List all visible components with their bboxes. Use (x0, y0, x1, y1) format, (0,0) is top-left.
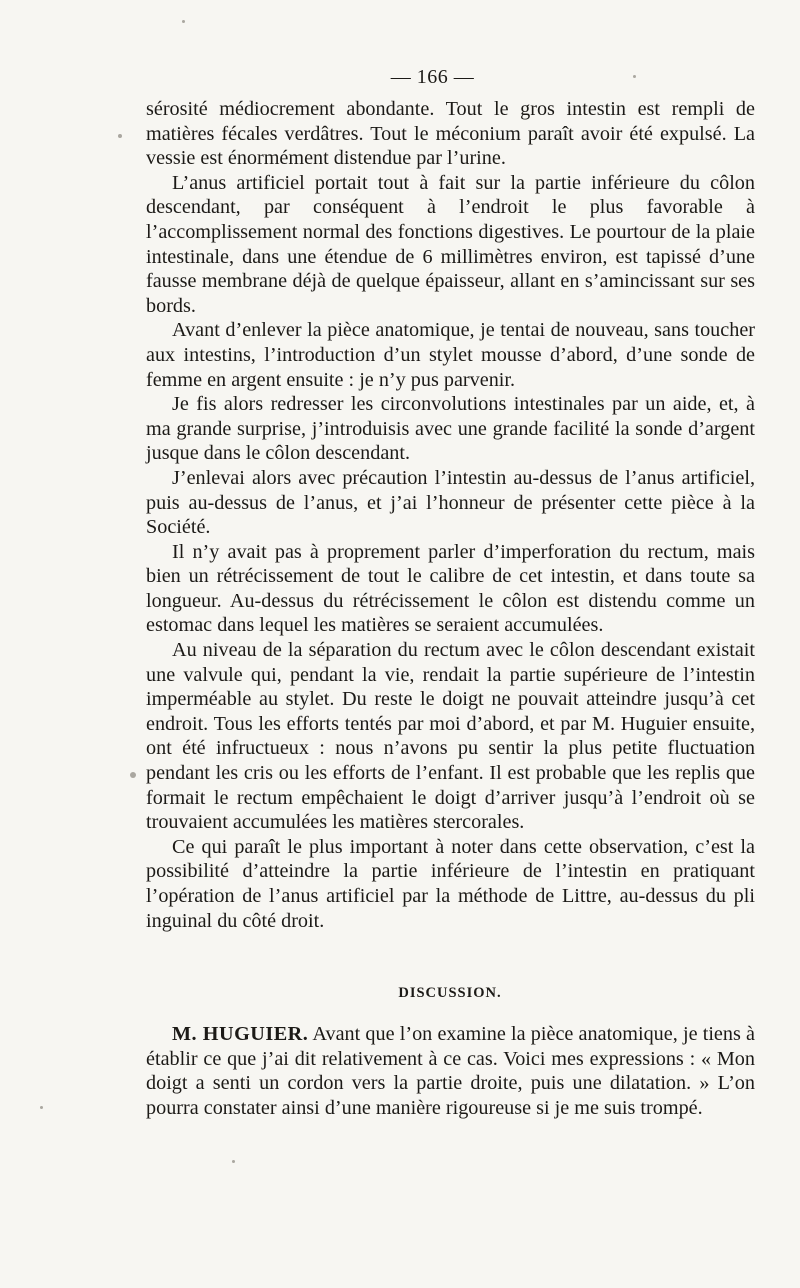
paper-speck (633, 75, 636, 78)
paper-speck (182, 20, 185, 23)
discussion-body: Avant que l’on examine la pièce anatomique, je tiens à établir ce que j’ai dit relativement à ce cas. Voici mes expressions : « Mon doigt a senti un cordon vers la partie droite, puis une dilatation. » L’on pourra constater ainsi d’une manière rigoureuse si je me suis trompé. (146, 1023, 755, 1119)
speaker-name: M. HUGUIER. (172, 1023, 309, 1045)
paragraph: Au niveau de la séparation du rectum avec le côlon descendant existait une valvule qui, pendant la vie, rendait la partie supérieure de l’intestin imperméable au stylet. Du reste le doigt ne pouvait atteindre jusqu’à cet endroit. Tous les efforts tentés par moi d’abord, et par M. Huguier ensuite, ont été infructueux : nous n’avons pu sentir la plus petite fluctuation pendant les cris ou les efforts de l’enfant. Il est probable que les replis que formait le rectum empêchaient le doigt d’arriver jusqu’à l’endroit où se trouvaient accumulées les matières stercorales. (146, 639, 755, 834)
paragraph: J’enlevai alors avec précaution l’intestin au-dessus de l’anus artificiel, puis au-dessus de l’anus, et j’ai l’honneur de présenter cette pièce à la Société. (146, 466, 755, 539)
main-text (146, 97, 755, 933)
paragraph: Ce qui paraît le plus important à noter dans cette observation, c’est la possibilité d’atteindre la partie inférieure de l’intestin en pratiquant l’opération de l’anus artificiel par la méthode de Littre, au-dessus du pli inguinal du côté droit. (146, 835, 755, 932)
page-number: — 166 — (390, 66, 475, 88)
paragraph: Avant d’enlever la pièce anatomique, je tentai de nouveau, sans toucher aux intestins, l’introduction d’un stylet mousse d’abord, d’une sonde de femme en argent ensuite : je n’y pus parvenir. (146, 319, 755, 391)
paragraph-continuation: sérosité médiocrement abondante. Tout le gros intestin est rempli de matières fécales verdâtres. Tout le méconium paraît avoir été expulsé. La vessie est énormément distendue par l’urine. (146, 98, 755, 170)
paper-speck (40, 1106, 43, 1109)
discussion-paragraph (146, 1022, 755, 1120)
section-heading: DISCUSSION. (398, 985, 502, 1001)
paper-speck (118, 134, 122, 138)
paper-speck (232, 1160, 235, 1163)
paper-speck (130, 772, 136, 778)
paragraph: L’anus artificiel portait tout à fait sur la partie inférieure du côlon descendant, par conséquent à l’endroit le plus favorable à l’accomplissement normal des fonctions digestives. Le pourtour de la plaie intestinale, dans une étendue de 6 millimètres environ, est tapissé d’une fausse membrane déjà de quelque épaisseur, allant en s’amincissant sur ses bords. (146, 171, 755, 317)
paragraph: Il n’y avait pas à proprement parler d’imperforation du rectum, mais bien un rétrécissement de tout le calibre de cet intestin, et dans toute sa longueur. Au-dessus du rétrécissement le côlon est distendu comme un estomac dans lequel les matières se seraient accumulées. (146, 540, 755, 637)
discussion-text (146, 1022, 755, 1120)
paragraph: Je fis alors redresser les circonvolutions intestinales par un aide, et, à ma grande surprise, j’introduisis avec une grande facilité la sonde d’argent jusque dans le côlon descendant. (146, 393, 755, 465)
